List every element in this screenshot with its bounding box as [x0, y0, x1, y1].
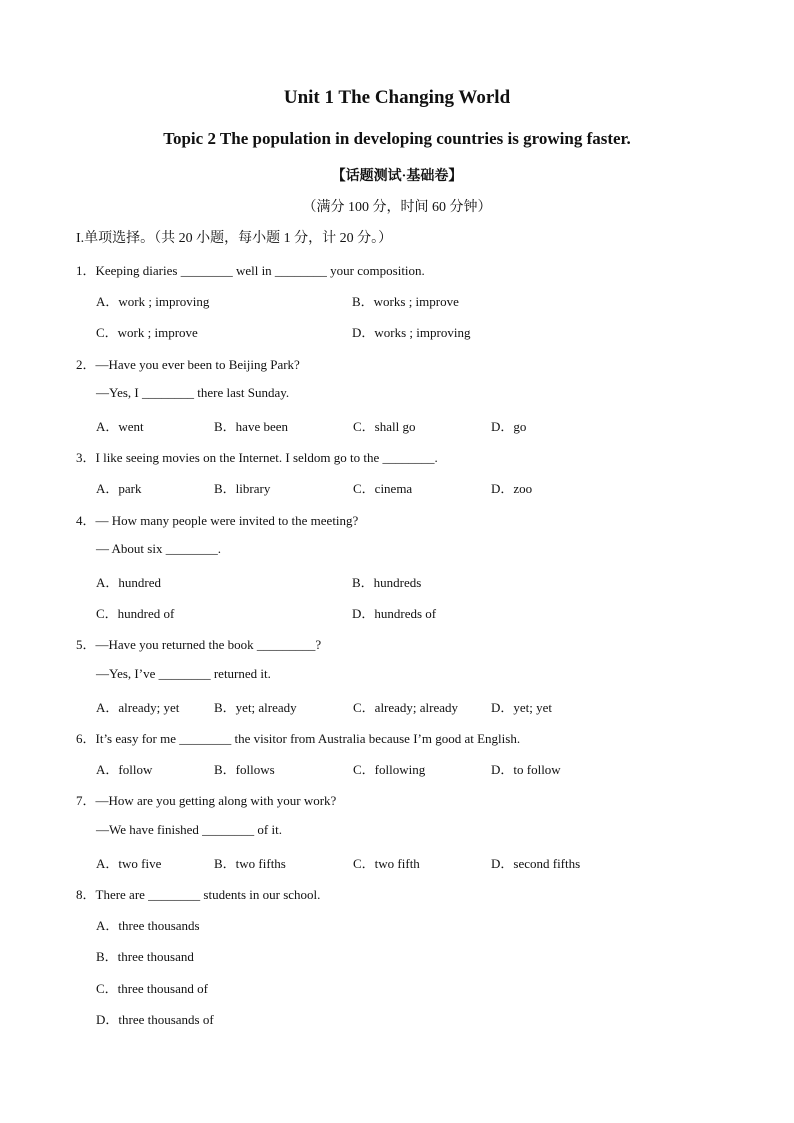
- question-8-option-b: B．three thousand: [96, 949, 194, 964]
- question-6-option-a: A．follow: [96, 762, 153, 777]
- question-2-option-c: C．shall go: [353, 419, 416, 434]
- question-2-option-d: D．go: [491, 419, 527, 434]
- question-5-option-b: B．yet; already: [214, 700, 297, 715]
- question-5-option-d: D．yet; yet: [491, 700, 553, 715]
- question-6-option-c: C．following: [353, 762, 426, 777]
- question-6-stem: 6．It’s easy for me ________ the visitor from Australia because I’m good at English.: [76, 731, 521, 746]
- question-1-option-c: C．work ; improve: [96, 325, 198, 340]
- question-7-stem: 7．—How are you getting along with your work?: [76, 793, 337, 808]
- question-7-option-b: B．two fifths: [214, 856, 286, 871]
- question-4-option-b: B．hundreds: [352, 575, 422, 590]
- question-6-option-b: B．follows: [214, 762, 275, 777]
- page-title: Unit 1 The Changing World: [283, 87, 511, 108]
- question-6-option-d: D．to follow: [491, 762, 561, 777]
- question-3-option-c: C．cinema: [353, 481, 413, 496]
- question-1-option-b: B．works ; improve: [352, 294, 459, 309]
- question-5-reply: —Yes, I’ve ________ returned it.: [96, 666, 271, 681]
- question-5-option-a: A．already; yet: [96, 700, 180, 715]
- question-8-option-d: D．three thousands of: [96, 1012, 214, 1027]
- question-4-option-c: C．hundred of: [96, 606, 175, 621]
- question-5-stem: 5．—Have you returned the book _________?: [76, 637, 322, 652]
- question-4-option-d: D．hundreds of: [352, 606, 437, 621]
- question-5-option-c: C．already; already: [353, 700, 459, 715]
- question-1-option-d: D．works ; improving: [352, 325, 471, 340]
- question-7-option-a: A．two five: [96, 856, 162, 871]
- test-type-tag: 【话题测试·基础卷】: [331, 169, 463, 184]
- question-3-option-b: B．library: [214, 481, 271, 496]
- question-8-stem: 8．There are ________ students in our school.: [76, 887, 321, 902]
- question-7-option-d: D．second fifths: [491, 856, 581, 871]
- question-2-option-a: A．went: [96, 419, 144, 434]
- question-2-reply: —Yes, I ________ there last Sunday.: [96, 385, 290, 400]
- question-1-option-a: A．work ; improving: [96, 294, 210, 309]
- question-4-reply: — About six ________.: [96, 541, 221, 556]
- question-3-stem: 3．I like seeing movies on the Internet. I seldom go to the ________.: [76, 450, 438, 465]
- question-2-option-b: B．have been: [214, 419, 289, 434]
- question-7-reply: —We have finished ________ of it.: [96, 822, 282, 837]
- question-4-stem: 4．— How many people were invited to the meeting?: [76, 513, 359, 528]
- question-7-option-c: C．two fifth: [353, 856, 420, 871]
- question-4-option-a: A．hundred: [96, 575, 161, 590]
- section-heading: I.单项选择。（共 20 小题，每小题 1 分，计 20 分。）: [76, 231, 393, 246]
- question-8-option-a: A．three thousands: [96, 918, 200, 933]
- question-2-stem: 2．—Have you ever been to Beijing Park?: [76, 357, 300, 372]
- score-time-note: （满分 100 分，时间 60 分钟）: [302, 200, 492, 215]
- question-8-option-c: C．three thousand of: [96, 981, 208, 996]
- page-subtitle: Topic 2 The population in developing countries is growing faster.: [163, 129, 631, 148]
- question-3-option-d: D．zoo: [491, 481, 533, 496]
- question-3-option-a: A．park: [96, 481, 142, 496]
- question-1-stem: 1．Keeping diaries ________ well in ________ your composition.: [76, 263, 425, 278]
